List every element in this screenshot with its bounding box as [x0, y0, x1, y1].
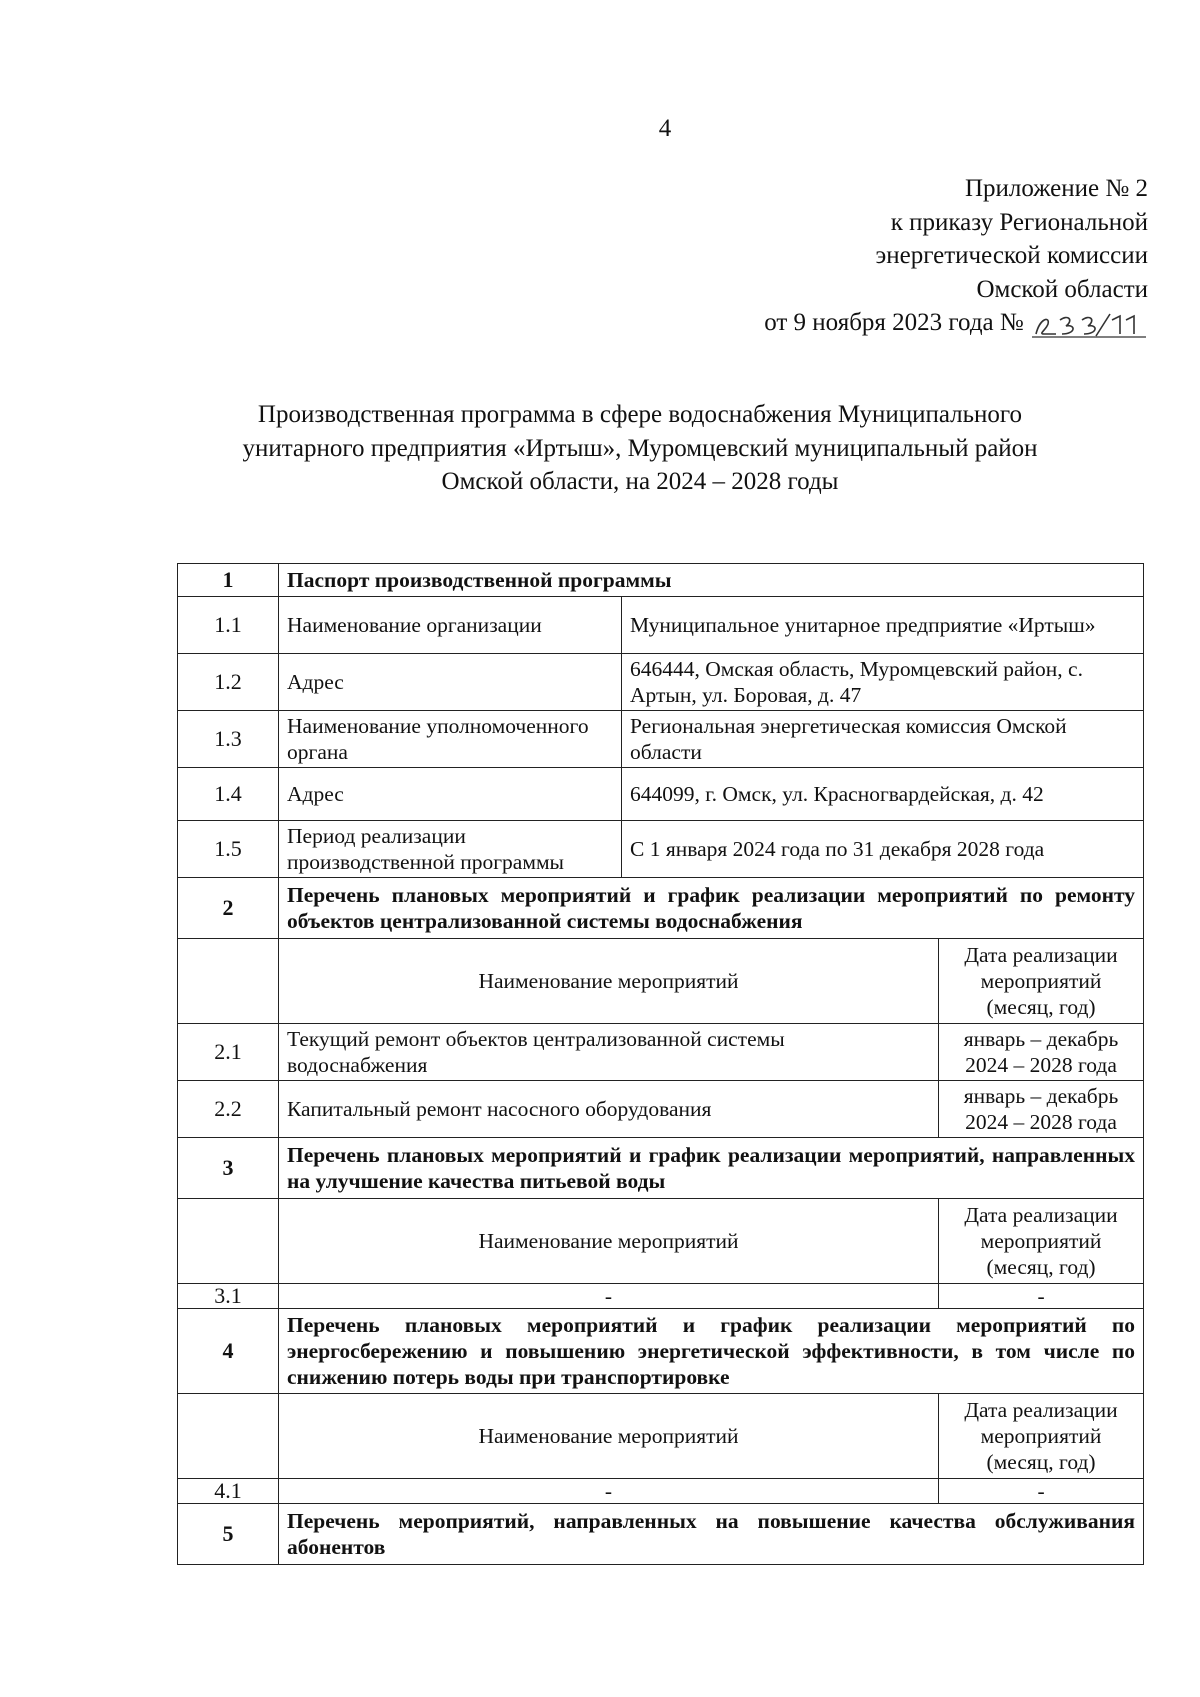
activity-date: -	[939, 1284, 1144, 1309]
table-row	[178, 821, 1144, 878]
page-number: 4	[658, 115, 672, 142]
row-number: 1.3	[178, 711, 279, 768]
table-row	[178, 1479, 1144, 1504]
row-label: Наименование организации	[279, 597, 622, 654]
section-5-header-row	[178, 1504, 1144, 1565]
section-5-title: Перечень мероприятий, направленных на повышение качества обслуживания абонентов	[279, 1504, 1144, 1565]
table-row	[178, 1284, 1144, 1309]
section-2-column-header-row	[178, 939, 1144, 1024]
column-header-date: Дата реализации мероприятий (месяц, год)	[939, 939, 1144, 1024]
appendix-order-line	[764, 306, 1148, 340]
activity-name: -	[279, 1284, 939, 1309]
empty-cell	[178, 1394, 279, 1479]
row-value: Региональная энергетическая комиссия Омской области	[622, 711, 1144, 768]
title-line-1: Производственная программа в сфере водоснабжения Муниципального	[257, 401, 1023, 428]
row-number: 1.2	[178, 654, 279, 711]
column-header-name: Наименование мероприятий	[279, 1199, 939, 1284]
row-number: 3.1	[178, 1284, 279, 1309]
section-3-title: Перечень плановых мероприятий и график реализации мероприятий, направленных на улучшение качества питьевой воды	[279, 1138, 1144, 1199]
appendix-line-1: Приложение № 2	[964, 175, 1148, 202]
column-header-date: Дата реализации мероприятий (месяц, год)	[939, 1394, 1144, 1479]
appendix-header	[764, 172, 1148, 340]
section-4-header-row	[178, 1309, 1144, 1394]
table-row	[178, 597, 1144, 654]
title-line-3: Омской области, на 2024 – 2028 годы	[441, 468, 839, 495]
activity-date: -	[939, 1479, 1144, 1504]
row-label: Наименование уполномоченного органа	[279, 711, 622, 768]
appendix-line-2: к приказу Региональной	[890, 208, 1148, 236]
row-number: 2.1	[178, 1024, 279, 1081]
handwritten-order-number-icon	[1030, 310, 1148, 340]
row-label: Адрес	[279, 654, 622, 711]
activity-date: январь – декабрь 2024 – 2028 года	[939, 1024, 1144, 1081]
row-number: 4.1	[178, 1479, 279, 1504]
activity-date: январь – декабрь 2024 – 2028 года	[939, 1081, 1144, 1138]
row-label: Период реализации производственной программы	[279, 821, 622, 878]
section-3-header-row	[178, 1138, 1144, 1199]
appendix-line-4: Омской области	[976, 275, 1148, 303]
section-4-title: Перечень плановых мероприятий и график реализации мероприятий по энергосбережению и повышению энергетической эффективности, в том числе по снижению потерь воды при транспортировке	[279, 1309, 1144, 1394]
row-value: С 1 января 2024 года по 31 декабря 2028 года	[622, 821, 1144, 878]
section-2-title: Перечень плановых мероприятий и график реализации мероприятий по ремонту объектов централизованной системы водоснабжения	[279, 878, 1144, 939]
row-number: 1.4	[178, 768, 279, 821]
row-value: Муниципальное унитарное предприятие «Иртыш»	[622, 597, 1144, 654]
table-row	[178, 711, 1144, 768]
row-number: 1.1	[178, 597, 279, 654]
section-4-number: 4	[178, 1309, 279, 1394]
document-title	[190, 398, 1090, 499]
empty-cell	[178, 1199, 279, 1284]
activity-name: Капитальный ремонт насосного оборудования	[279, 1081, 939, 1138]
activity-name: Текущий ремонт объектов централизованной системы водоснабжения	[279, 1024, 939, 1081]
row-value: 646444, Омская область, Муромцевский район, с. Артын, ул. Боровая, д. 47	[622, 654, 1144, 711]
empty-cell	[178, 939, 279, 1024]
section-1-number: 1	[178, 564, 279, 597]
activity-name: -	[279, 1479, 939, 1504]
row-number: 1.5	[178, 821, 279, 878]
table-row	[178, 768, 1144, 821]
row-value: 644099, г. Омск, ул. Красногвардейская, д. 42	[622, 768, 1144, 821]
column-header-date: Дата реализации мероприятий (месяц, год)	[939, 1199, 1144, 1284]
section-1-header-row	[178, 564, 1144, 597]
table-row	[178, 1081, 1144, 1138]
title-line-2: унитарного предприятия «Иртыш», Муромцевский муниципальный район	[242, 434, 1038, 462]
column-header-name: Наименование мероприятий	[279, 939, 939, 1024]
table-row	[178, 1024, 1144, 1081]
column-header-name: Наименование мероприятий	[279, 1394, 939, 1479]
order-date-prefix: от 9 ноября 2023 года №	[764, 309, 1024, 336]
section-3-column-header-row	[178, 1199, 1144, 1284]
section-5-number: 5	[178, 1504, 279, 1565]
section-2-header-row	[178, 878, 1144, 939]
section-4-column-header-row	[178, 1394, 1144, 1479]
row-label: Адрес	[279, 768, 622, 821]
section-2-number: 2	[178, 878, 279, 939]
section-3-number: 3	[178, 1138, 279, 1199]
row-number: 2.2	[178, 1081, 279, 1138]
program-table	[177, 563, 1144, 1565]
section-1-title: Паспорт производственной программы	[279, 564, 1144, 597]
table-row	[178, 654, 1144, 711]
appendix-line-3: энергетической комиссии	[875, 242, 1148, 269]
